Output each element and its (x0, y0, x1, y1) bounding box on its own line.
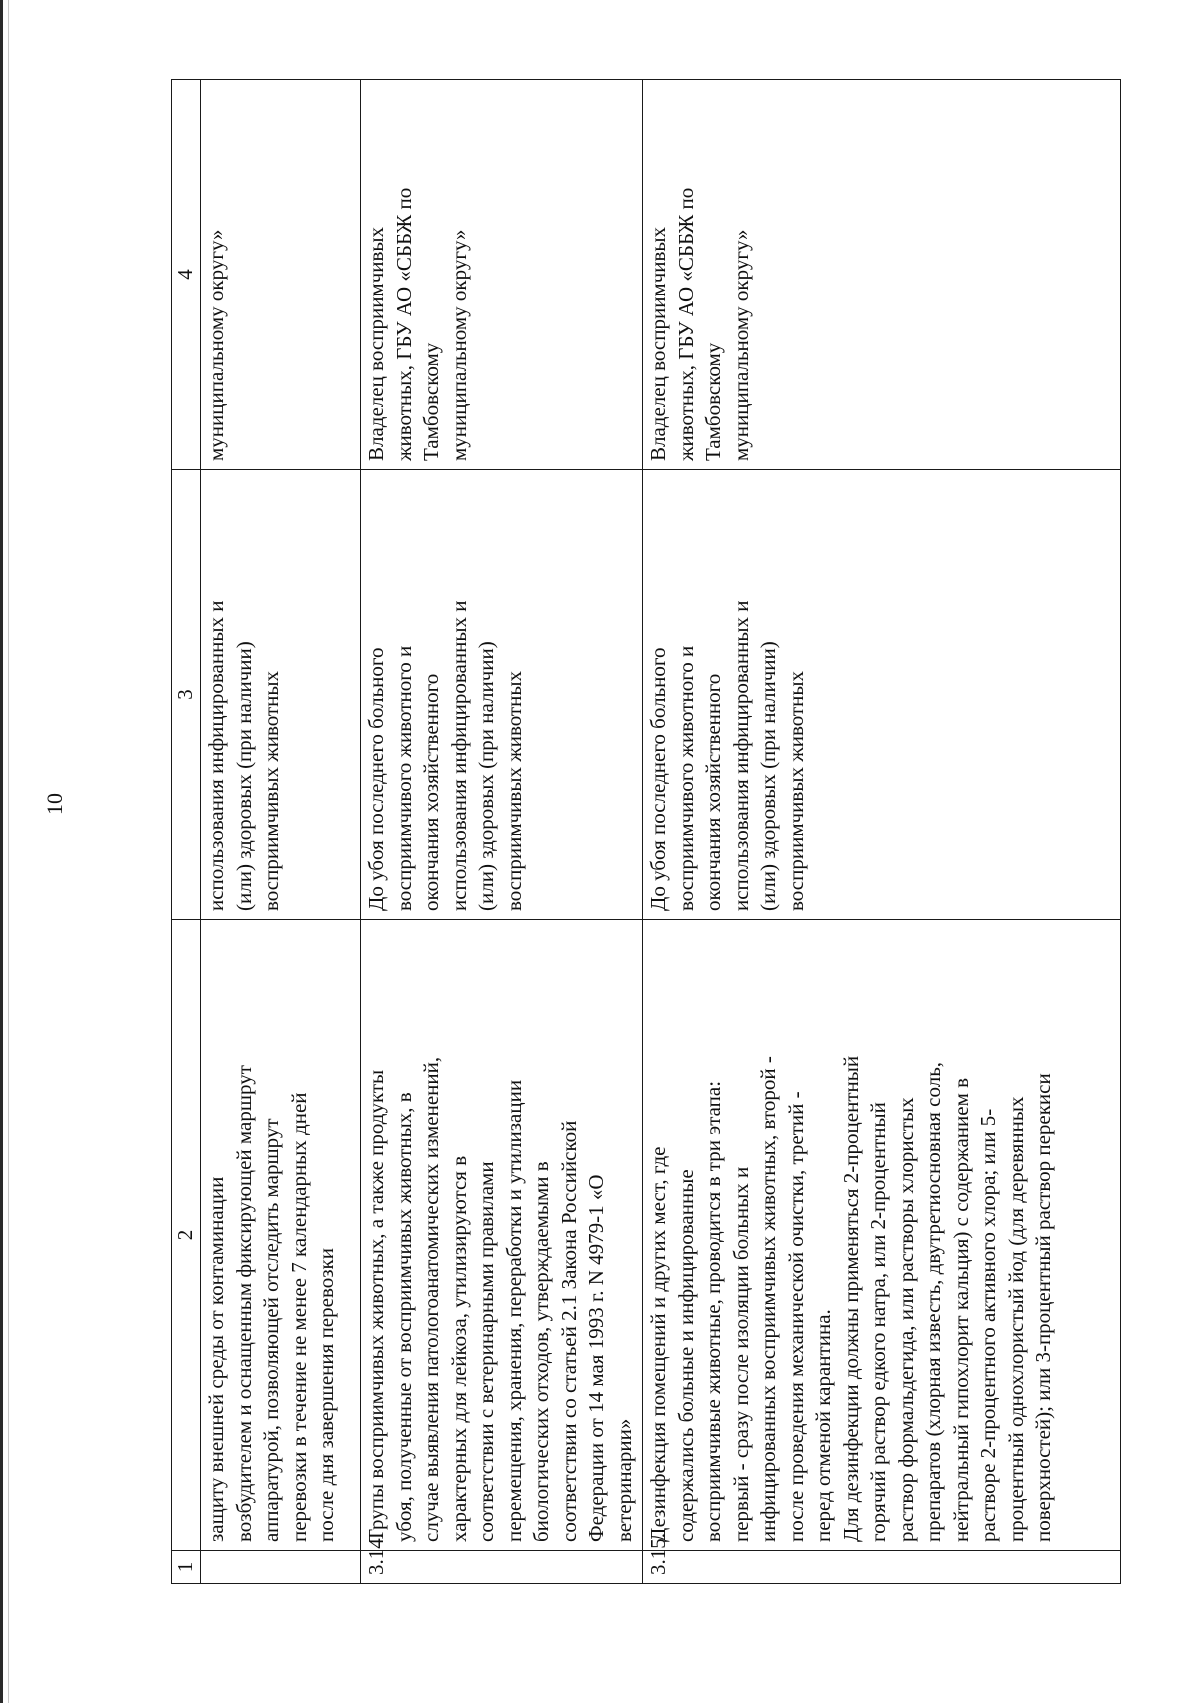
header-col-1: 1 (172, 1551, 201, 1584)
table-row (361, 80, 643, 1584)
measure-responsible (361, 80, 643, 470)
row-number: 3.14. (361, 1551, 643, 1584)
responsible-text: муниципальному округу» (204, 229, 228, 461)
responsible-text: Владелец восприимчивых животных, ГБУ АО «СББЖ по Тамбовскому муниципальному округу» (364, 187, 471, 461)
responsible-text: Владелец восприимчивых животных, ГБУ АО «СББЖ по Тамбовскому муниципальному округу» (646, 187, 753, 461)
deadline-text: До убоя последнего больного восприимчивого животного и окончания хозяйственного использования инфицированных и (или) здоровых (при наличии) восприимчивых животных (364, 600, 526, 911)
measure-deadline (361, 470, 643, 920)
measure-responsible (643, 80, 1121, 470)
measure-responsible (201, 80, 361, 470)
table-row (201, 80, 361, 1584)
row-number: 3.15. (643, 1551, 1121, 1584)
table-row (643, 80, 1121, 1584)
measures-table (171, 79, 1121, 1584)
measure-description (643, 920, 1121, 1551)
rotated-page-content (171, 80, 1121, 1584)
header-col-3: 3 (172, 470, 201, 920)
header-col-4: 4 (172, 80, 201, 470)
table-header-row (172, 80, 201, 1584)
header-col-2: 2 (172, 920, 201, 1551)
measure-deadline (201, 470, 361, 920)
deadline-text: До убоя последнего больного восприимчивого животного и окончания хозяйственного использования инфицированных и (или) здоровых (при наличии) восприимчивых животных (646, 600, 808, 911)
measure-deadline (643, 470, 1121, 920)
measure-text: защиту внешней среды от контаминации возбудителем и оснащенным фиксирующей маршрут аппаратурой, позволяющей отследить маршрут перевозки в течение не менее 7 календарных дней после дня завершения перевозки (204, 1065, 338, 1542)
measure-text: Дезинфекция помещений и других мест, где содержались больные и инфицированные восприимчивые животные, проводится в три этапа: первый - сразу после изоляции больных и инфицированных восприимчивых животных, второй - после проведения механической очистки, третий - перед отменой карантина. Для дезинфекции должны применяться 2-процентный горячий раствор едкого натра, или 2-процентный раствор формальдегида, или растворы хлористых препаратов (хлорная известь, двутретиосновная соль, нейтральный гипохлорит кальция) с содержанием в растворе 2-процентного активного хлора; или 5- процентный однохлористый йод (для деревянных поверхностей); или 3-процентный раствор перекиси (646, 1055, 1055, 1542)
scan-edge (0, 0, 3, 1703)
page-number: 10 (42, 793, 67, 815)
scan-edge-line (8, 0, 9, 1703)
measure-description (361, 920, 643, 1551)
measure-description (201, 920, 361, 1551)
measure-text: Трупы восприимчивых животных, а также продукты убоя, полученные от восприимчивых животных, в случае выявления патологоанатомических изменений, характерных для лейкоза, утилизируются в соответствии с ветеринарными правилами перемещения, хранения, переработки и утилизации биологических отходов, утверждаемыми в соответствии со статьей 2.1 Закона Российской Федерации от 14 мая 1993 г. N 4979-1 «О ветеринарии» (364, 1056, 636, 1542)
deadline-text: использования инфицированных и (или) здоровых (при наличии) восприимчивых животных (204, 600, 283, 911)
row-number (201, 1551, 361, 1584)
